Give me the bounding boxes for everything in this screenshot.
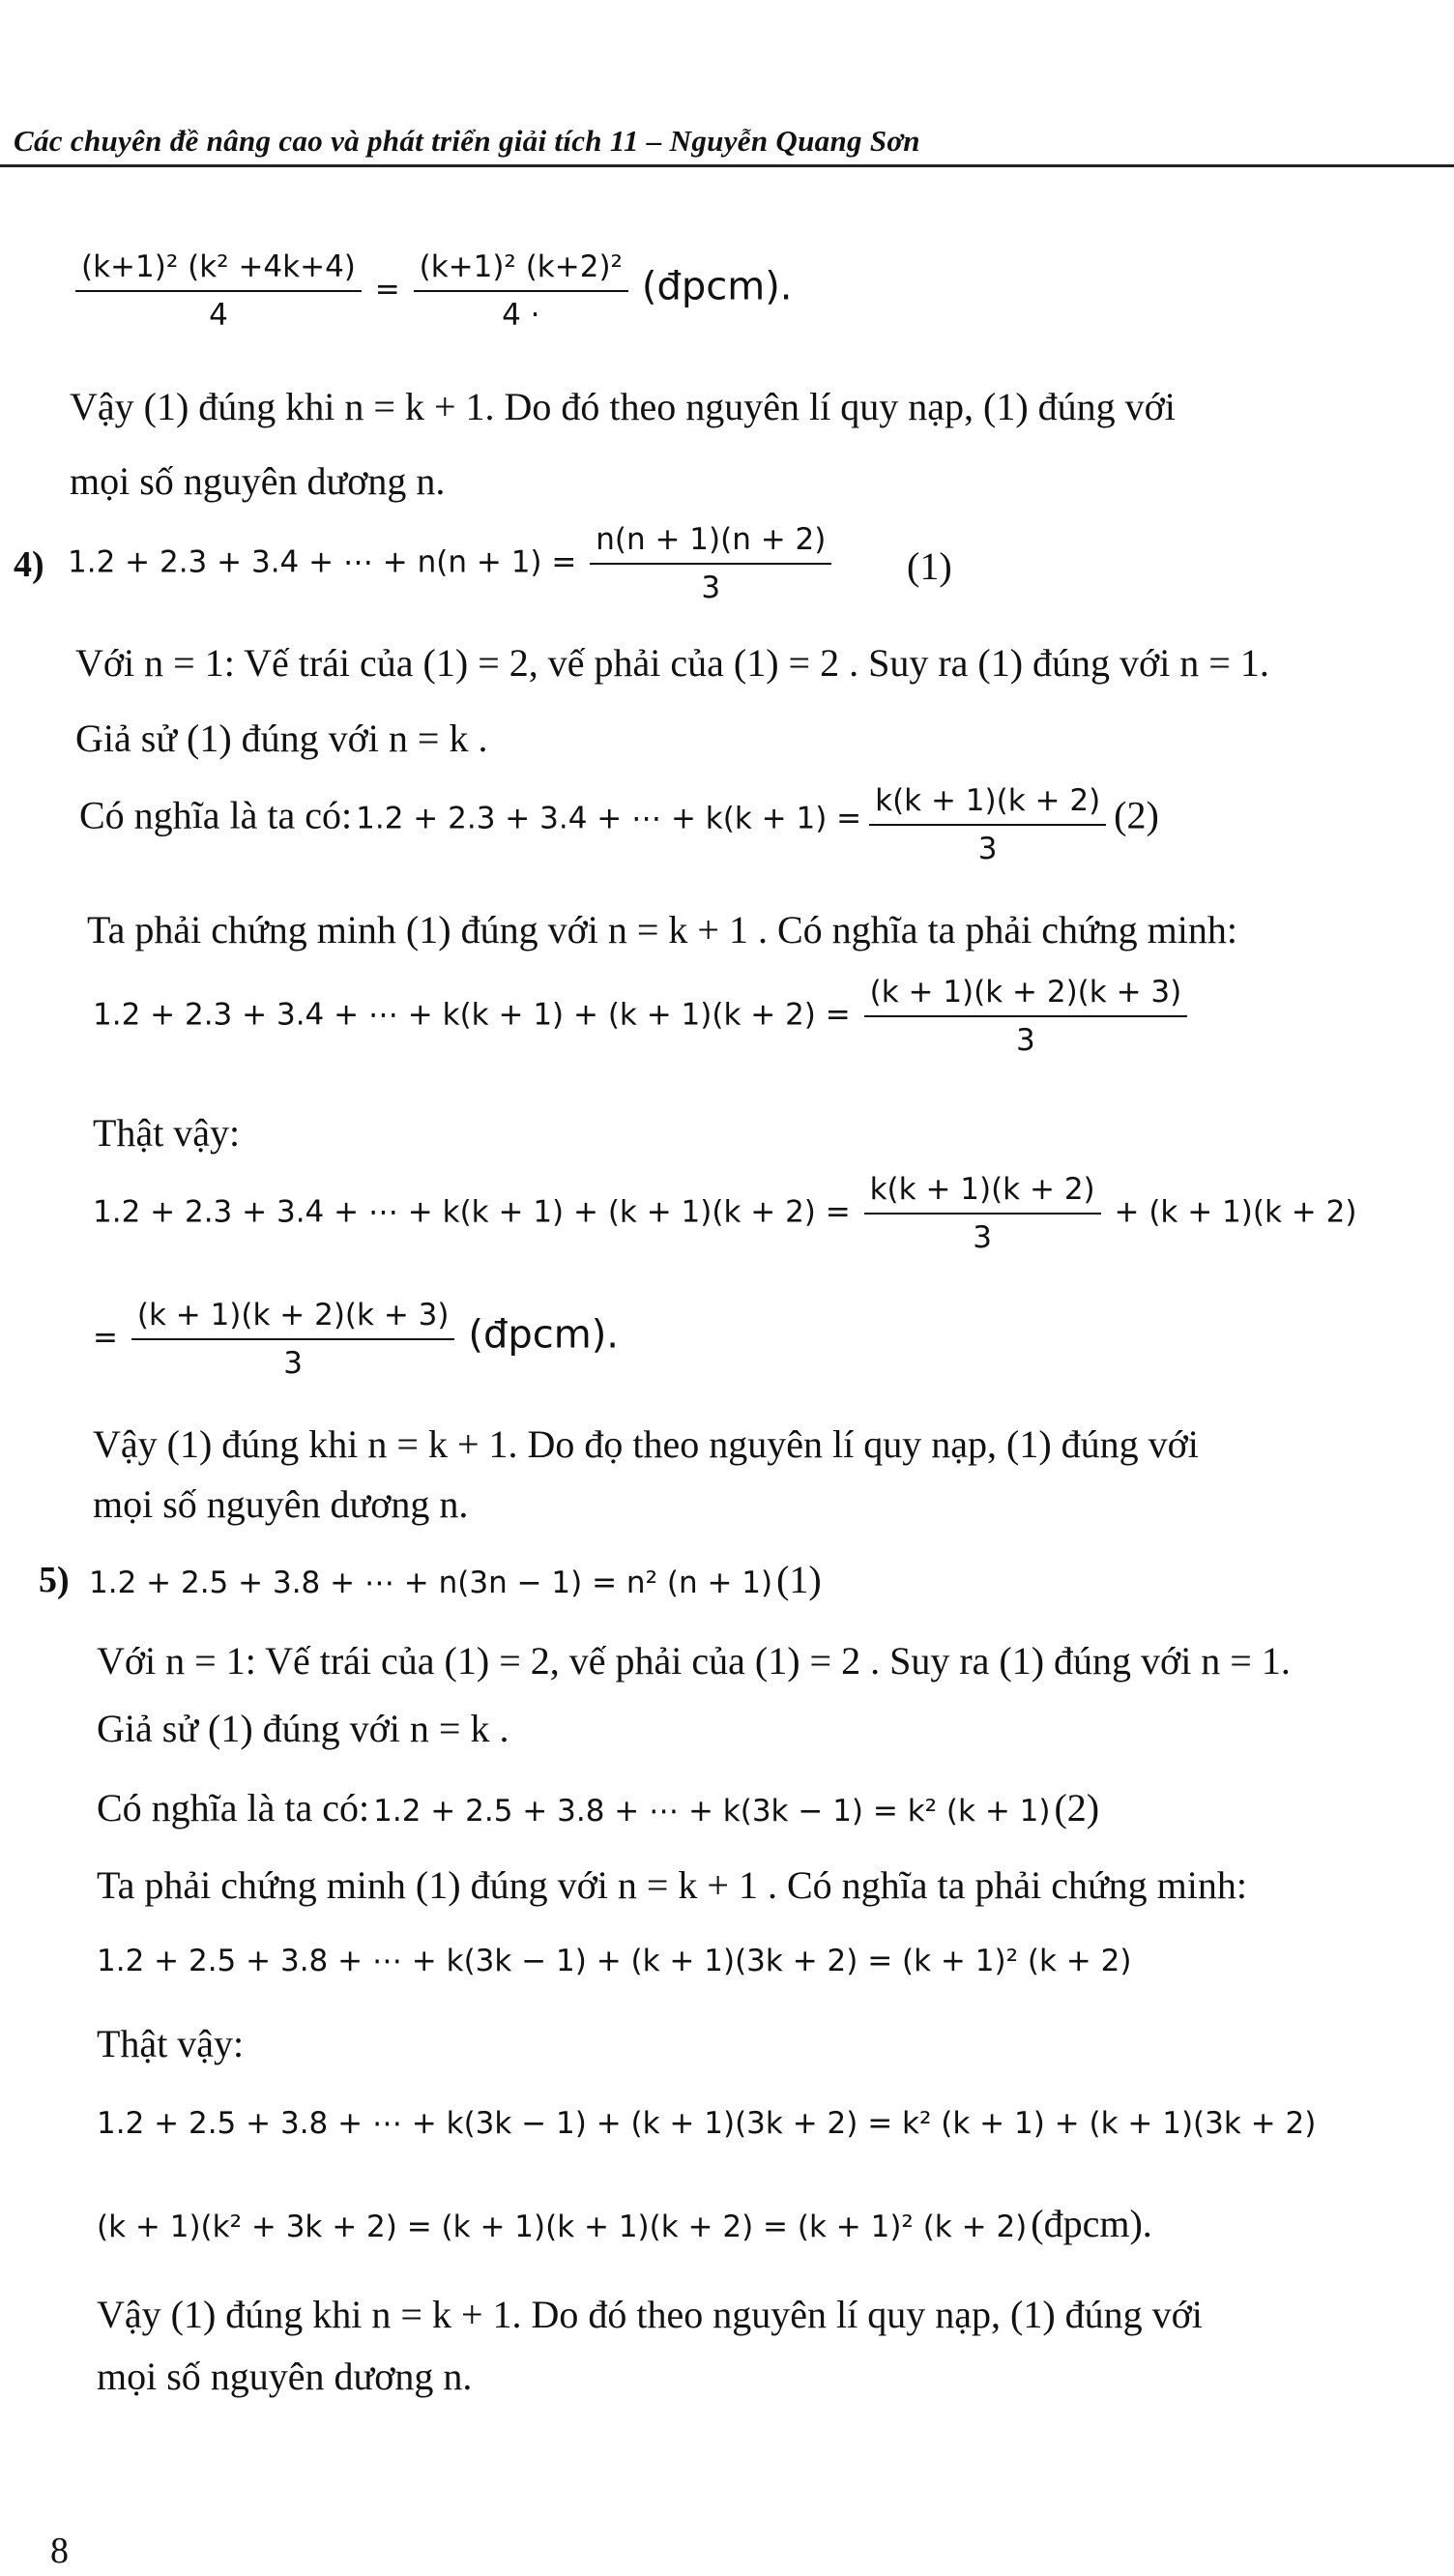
problem-5-label: 5)	[39, 1560, 70, 1600]
problem-5-base-case: Với n = 1: Vế trái của (1) = 2, vế phải của (1) = 2 . Suy ra (1) đúng với n = 1.	[97, 1639, 1291, 1683]
goal-lhs: 1.2 + 2.3 + 3.4 + ⋯ + k(k + 1) + (k + 1)(k + 2) =	[93, 997, 851, 1033]
goal-fraction	[864, 975, 1188, 1058]
running-header: Các chuyên đề nâng cao và phát triển giải tích 11 – Nguyễn Quang Sơn	[14, 124, 920, 158]
problem-5-step-1: 1.2 + 2.5 + 3.8 + ⋯ + k(3k − 1) + (k + 1)(3k + 2) = k² (k + 1) + (k + 1)(3k + 2)	[97, 2106, 1317, 2141]
fraction-1-denominator: 4	[209, 298, 228, 333]
problem-4-statement	[68, 522, 835, 605]
fraction-2-numerator: (k+1)² (k+2)²	[414, 249, 628, 292]
p5-hypothesis-equation: 1.2 + 2.5 + 3.8 + ⋯ + k(3k − 1) = k² (k + 1)	[373, 1794, 1051, 1829]
hypothesis-fraction	[869, 783, 1106, 866]
fragment-equation	[72, 249, 793, 333]
step-fraction	[864, 1172, 1101, 1255]
problem-4-fraction	[590, 522, 831, 605]
final-numerator: (k + 1)(k + 2)(k + 3)	[131, 1298, 455, 1340]
page-number: 8	[50, 2531, 69, 2571]
problem-4-final	[93, 1298, 619, 1381]
dpcm-note: (đpcm).	[641, 264, 793, 309]
p5-step-2-equation: (k + 1)(k² + 3k + 2) = (k + 1)(k + 1)(k + 2) = (k + 1)² (k + 2)	[97, 2210, 1028, 2244]
problem-4-base-case: Với n = 1: Vế trái của (1) = 2, vế phải của (1) = 2 . Suy ra (1) đúng với n = 1.	[75, 641, 1269, 685]
final-equals: =	[93, 1320, 118, 1356]
fraction-2-denominator: 4 ·	[502, 298, 540, 333]
hypothesis-numerator: k(k + 1)(k + 2)	[869, 783, 1106, 826]
hypothesis-tag: (2)	[1114, 793, 1159, 837]
problem-4-tag: (1)	[907, 544, 952, 588]
problem-5-statement	[89, 1557, 822, 1602]
final-dpcm: (đpcm).	[468, 1312, 620, 1358]
problem-4-step	[93, 1172, 1356, 1255]
final-fraction	[131, 1298, 455, 1381]
problem-5-equation: 1.2 + 2.5 + 3.8 + ⋯ + n(3n − 1) = n² (n + 1)	[89, 1566, 773, 1600]
fraction-1	[75, 249, 362, 333]
step-numerator: k(k + 1)(k + 2)	[864, 1172, 1101, 1215]
problem-5-assumption: Giả sử (1) đúng với n = k .	[97, 1707, 509, 1750]
step-denominator: 3	[973, 1220, 992, 1255]
p5-step-2-dpcm: (đpcm).	[1031, 2202, 1152, 2245]
conclusion-line-2: mọi số nguyên dương n.	[70, 459, 446, 503]
hypothesis-denominator: 3	[977, 832, 998, 866]
goal-denominator: 3	[1016, 1023, 1035, 1058]
problem-4-conclusion-1: Vậy (1) đúng khi n = k + 1. Do đọ theo nguyên lí quy nạp, (1) đúng với	[93, 1422, 1199, 1466]
fraction-2	[414, 249, 628, 333]
problem-4-indeed: Thật vậy:	[93, 1111, 241, 1155]
step-rest: + (k + 1)(k + 2)	[1114, 1194, 1357, 1230]
problem-4-assumption: Giả sử (1) đúng với n = k .	[75, 717, 488, 760]
conclusion-line-1: Vậy (1) đúng khi n = k + 1. Do đó theo nguyên lí quy nạp, (1) đúng với	[70, 385, 1176, 428]
problem-5-indeed: Thật vậy:	[97, 2022, 245, 2065]
problem-4-to-prove: Ta phải chứng minh (1) đúng với n = k + 1 . Có nghĩa ta phải chứng minh:	[87, 908, 1237, 951]
problem-5-tag: (1)	[776, 1558, 822, 1601]
goal-numerator: (k + 1)(k + 2)(k + 3)	[864, 975, 1188, 1017]
problem-5-step-2	[97, 2201, 1152, 2246]
problem-4-goal	[93, 975, 1191, 1058]
problem-4-conclusion-2: mọi số nguyên dương n.	[93, 1482, 469, 1526]
hypothesis-text: Có nghĩa là ta có:	[79, 793, 353, 837]
p5-hypothesis-text: Có nghĩa là ta có:	[97, 1786, 370, 1830]
header-rule	[0, 164, 1454, 167]
p5-hypothesis-tag: (2)	[1054, 1786, 1100, 1830]
problem-4-hypothesis	[79, 783, 1159, 866]
problem-5-to-prove: Ta phải chứng minh (1) đúng với n = k + 1 . Có nghĩa ta phải chứng minh:	[97, 1863, 1247, 1907]
problem-4-numerator: n(n + 1)(n + 2)	[590, 522, 831, 565]
problem-5-conclusion-2: mọi số nguyên dương n.	[97, 2355, 473, 2398]
problem-5-hypothesis	[97, 1785, 1099, 1830]
final-denominator: 3	[283, 1346, 304, 1381]
problem-4-denominator: 3	[701, 571, 721, 605]
fraction-1-numerator: (k+1)² (k² +4k+4)	[75, 249, 362, 292]
step-lhs: 1.2 + 2.3 + 3.4 + ⋯ + k(k + 1) + (k + 1)(k + 2) =	[93, 1194, 851, 1230]
problem-5-conclusion-1: Vậy (1) đúng khi n = k + 1. Do đó theo nguyên lí quy nạp, (1) đúng với	[97, 2293, 1203, 2336]
problem-4-lhs: 1.2 + 2.3 + 3.4 + ⋯ + n(n + 1) =	[68, 544, 577, 580]
problem-4-label: 4)	[14, 544, 44, 585]
equals-sign: =	[374, 272, 400, 307]
hypothesis-lhs: 1.2 + 2.3 + 3.4 + ⋯ + k(k + 1) =	[356, 801, 862, 836]
problem-5-goal: 1.2 + 2.5 + 3.8 + ⋯ + k(3k − 1) + (k + 1)(3k + 2) = (k + 1)² (k + 2)	[97, 1944, 1132, 1978]
